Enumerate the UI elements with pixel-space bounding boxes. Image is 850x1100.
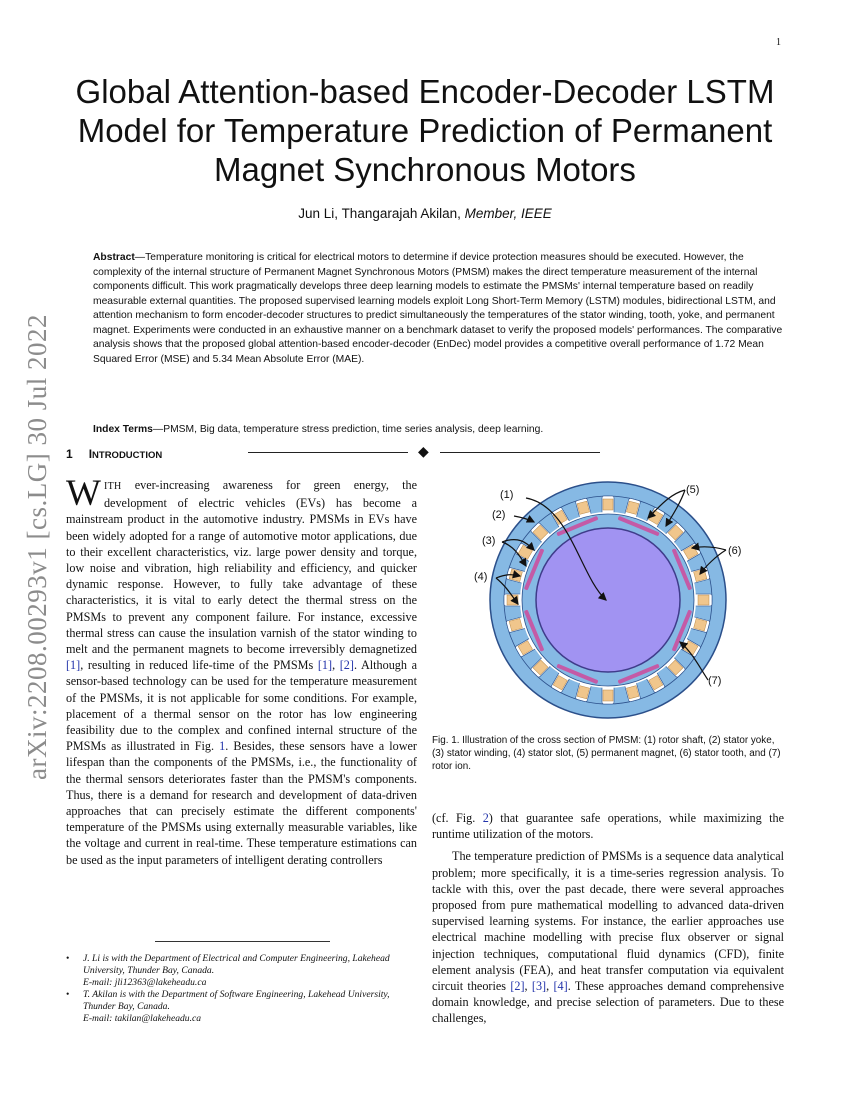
paragraph-text: The temperature prediction of PMSMs is a sequence data analytical problem; more specifically, it is a time-series regression analysis. To tackle with this, over the past decade, there were several approaches proposed from pure mathematical modelling to advanced data-driven supervised learning systems. For instance, the earlier approaches use electrical machine modelling with precise flux observer or signal injection techniques, computational fluid dynamics (CFD), finite element analysis (FEA), and heat transfer computation via equivalent circuit theories: [432, 849, 784, 994]
title-line: Magnet Synchronous Motors: [214, 151, 636, 188]
paragraph: [432, 810, 784, 842]
intro-smallcaps: ITH: [103, 481, 122, 492]
drop-cap: W: [66, 473, 101, 514]
abstract-text: —Temperature monitoring is critical for electrical motors to determine if device protection measures should be executed. However, the complexity of the internal structure of Permanent Magnet Synchronous Motors (PMSM) makes the direct temperature measurement of the internal components difficult. This work pragmatically develops three deep learning models to estimate the PMSMs' internal temperature based on readily measurable external quantities. The proposed supervised learning models exploit Long Short-Term Memory (LSTM) modules, bidirectional LSTM, and attention mechanism to form encoder-decoder structures to predict simultaneously the temperatures of the stator winding, tooth, yoke, and permanent magnet. Experiments were conducted in an exhaustive manner on a benchmark dataset to verify the proposed models' performances. The comparative analysis shows that the proposed global attention-based encoder-decoder (EnDec) model provides a competitive overall performance of 1.72 Mean Squared Error (MSE) and 5.34 Mean Absolute Error (MAE).: [93, 252, 783, 365]
paragraph-text: (cf. Fig.: [432, 811, 483, 825]
index-terms-label: Index Terms: [93, 424, 153, 435]
divider-diamond: ◆: [418, 444, 429, 460]
citation-link[interactable]: [2]: [339, 658, 354, 673]
paragraph-text: ) that guarantee safe operations, while maximizing the runtime utilization of the motors.: [432, 811, 784, 842]
paper-title: [60, 72, 790, 189]
abstract: [93, 251, 785, 367]
figure-ref-link[interactable]: 1: [219, 739, 226, 754]
stator-slot: [602, 496, 614, 514]
section-title-initial: I: [88, 447, 93, 461]
callout-label-4: (4): [474, 571, 488, 583]
footnotes: [66, 953, 418, 1026]
paragraph-text: ,: [546, 979, 554, 994]
title-line: Global Attention-based Encoder-Decoder LSTM: [75, 73, 775, 110]
author-names: Jun Li, Thangarajah Akilan,: [298, 206, 461, 221]
footnote-text: J. Li is with the Department of Electrical and Computer Engineering, Lakehead University, Thunder Bay, Canada.: [83, 953, 390, 977]
index-terms: [93, 423, 785, 437]
intro-paragraph: [66, 473, 418, 868]
page-number: 1: [776, 37, 781, 48]
citation-link[interactable]: [3]: [531, 979, 547, 994]
footnote-text: T. Akilan is with the Department of Software Engineering, Lakehead University, Thunder Bay, Canada.: [83, 989, 390, 1013]
callout-label-2: (2): [492, 509, 506, 521]
stator-slot: [504, 594, 522, 606]
right-column-text: [432, 810, 784, 1027]
stator-slot: [694, 594, 712, 606]
intro-text: . Although a sensor-based technology can be used for the temperature measurement of the PMSMs, it is not applicable for some conditions. For example, placement of a thermal sensor on the rotor has low engineering feasibility due to the complex and confined internal structure of the PMSMs as illustrated in Fig.: [66, 658, 418, 754]
title-line: Model for Temperature Prediction of Permanent: [77, 112, 773, 149]
citation-link[interactable]: [1]: [317, 658, 333, 673]
footnote-item: [66, 953, 418, 989]
index-terms-text: —PMSM, Big data, temperature stress prediction, time series analysis, deep learning.: [152, 424, 544, 435]
section-title-rest: NTRODUCTION: [92, 450, 163, 461]
author-list: [60, 206, 790, 221]
stator-winding: [698, 595, 709, 605]
divider-line-left: [248, 452, 408, 453]
paragraph-text: . These approaches demand comprehensive domain knowledge, and precise selection of parameters. Due to these challenges,: [432, 979, 785, 1026]
callout-label-3: (3): [482, 535, 496, 547]
footnote-item: [66, 989, 418, 1025]
author-membership: Member, IEEE: [464, 206, 552, 221]
callout-label-6: (6): [728, 545, 742, 557]
callout-label-1: (1): [500, 489, 514, 501]
intro-text: . Besides, these sensors have a lower lifespan than the components of the PMSMs, i.e., the functionality of the thermal sensors deteriorates faster than the PMSM's components. Thus, there is a demand for research and development of data-driven approaches that can precisely estimate the different components' temperature of the PMSMs using externally measurable variables, like the voltage and current in real-time. These temperature estimations can be used as the input parameters of intelligent derating controllers: [66, 739, 417, 867]
footnote-rule: [155, 941, 330, 942]
divider-line-right: [440, 452, 600, 453]
stator-winding: [603, 690, 613, 701]
citation-link[interactable]: [1]: [66, 658, 81, 673]
section-heading: [66, 447, 162, 461]
rotor-shaft: [536, 528, 680, 672]
footnote-email: E-mail: jli12363@lakeheadu.ca: [83, 977, 207, 989]
callout-label-5: (5): [686, 484, 700, 496]
footnote-email: E-mail: takilan@lakeheadu.ca: [83, 1013, 202, 1025]
figure-ref-link[interactable]: 2: [482, 811, 489, 825]
citation-link[interactable]: [4]: [553, 979, 568, 994]
citation-link[interactable]: [2]: [510, 979, 525, 994]
callout-label-7: (7): [708, 675, 722, 687]
paragraph: [432, 848, 784, 1026]
intro-text: , resulting in reduced life-time of the PMSMs: [80, 658, 318, 673]
stator-winding: [603, 499, 613, 510]
intro-text: ever-increasing awareness for green energy, the development of electric vehicles (EVs) has become a mainstream product in the automotive industry. PMSMs in EVs have been widely adopted for a range of automotive motor applications, due to their excellent characteristics, viz. large power density and torque, low noise and vibration, high reliability and efficiency, and quicker dynamic response. However, to fully take advantage of these characteristics, it is vital to early detect the thermal stress on the PMSMs to prevent any component failure. For instance, excessive thermal stress can cause the insulation varnish of the stator winding to melt and the permanent magnets to become irreversibly demagnetized: [66, 478, 417, 657]
figure-caption: Fig. 1. Illustration of the cross section of PMSM: (1) rotor shaft, (2) stator yoke, (3) stator winding, (4) stator slot, (5) permanent magnet, (6) stator tooth, and (7) rotor ion.: [432, 735, 781, 773]
figure-pmsm: [430, 476, 785, 721]
paragraph-text: ,: [524, 979, 532, 994]
pmsm-cross-section-diagram: [430, 476, 785, 721]
stator-slot: [602, 686, 614, 704]
arxiv-stamp: arXiv:2208.00293v1 [cs.LG] 30 Jul 2022: [22, 314, 52, 780]
intro-text: ,: [332, 658, 340, 673]
abstract-label: Abstract: [93, 252, 135, 263]
section-number: 1: [66, 447, 73, 461]
